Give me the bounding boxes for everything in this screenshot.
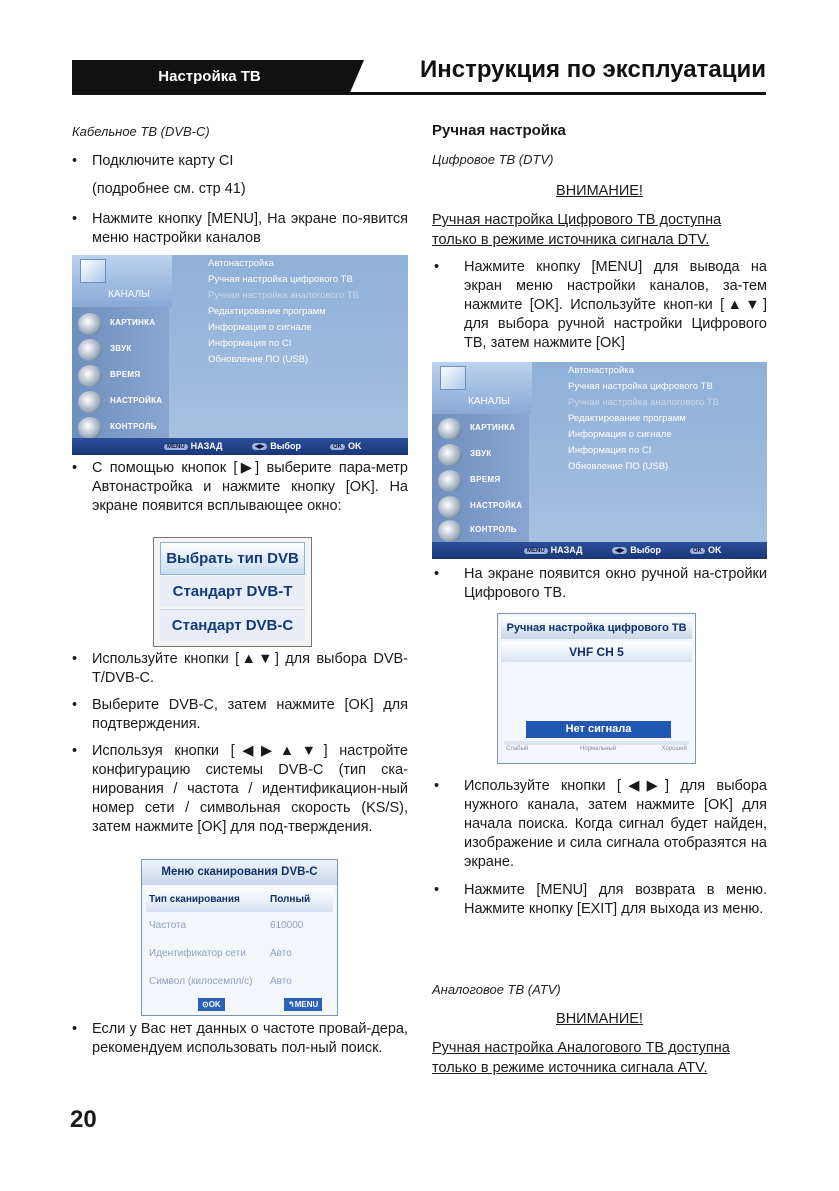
no-signal-status: Нет сигнала: [526, 721, 671, 738]
menu-option: Ручная настройка цифрового ТВ: [568, 381, 713, 392]
list-item: • Нажмите кнопку [MENU] для вывода на экран меню настройки каналов, за-тем нажмите [OK]. Используйте кноп-ки [▲▼] для выбора ручной настройки Цифрового ТВ, затем нажмите [OK]: [434, 259, 767, 351]
list-item: • Нажмите кнопку [MENU], На экране по-явится меню настройки каналов: [72, 211, 408, 246]
menu-selected-tab: [432, 362, 532, 414]
menu-button-label: ↰MENU: [284, 998, 322, 1011]
header-section-title: Настройка ТВ: [158, 68, 261, 85]
dvb-popup-title: Выбрать тип DVB: [160, 542, 305, 575]
list-item: • Подключите карту CI: [72, 153, 234, 169]
menu-selected-tab: [72, 255, 172, 307]
menu-option: Автонастройка: [568, 365, 634, 376]
signal-good-label: Хороший: [661, 746, 687, 752]
footer-ok: OK OK: [330, 441, 362, 451]
dvb-option-t: Стандарт DVB-T: [160, 576, 305, 607]
sidebar-item-time: ВРЕМЯ: [72, 363, 169, 389]
page-header: [72, 56, 766, 94]
channels-menu-screenshot: [72, 255, 408, 455]
dtv-subtitle: Цифровое ТВ (DTV): [432, 152, 554, 167]
attention-label: ВНИМАНИЕ!: [556, 183, 643, 199]
list-item: • Используя кнопки [◀▶▲▼] настройте конфигурацию системы DVB-C (тип ска-нирования / частота / идентификацион-ный номер сети / символьная скорость (KS/S), затем нажмите [OK] для под-тверждения.: [72, 743, 408, 835]
sidebar-item-time: ВРЕМЯ: [432, 468, 529, 494]
sidebar-item-setup: НАСТРОЙКА: [432, 494, 529, 520]
menu-option: Обновление ПО (USB): [568, 461, 669, 472]
scan-row: Тип сканирования Полный: [146, 888, 333, 912]
footer-back: MENU НАЗАД: [164, 441, 223, 451]
list-item: • На экране появится окно ручной на-стройки Цифрового ТВ.: [434, 566, 767, 601]
menu-option: Ручная настройка аналогового ТВ: [568, 397, 719, 408]
sound-icon: [78, 339, 102, 361]
sidebar-item-lock: КОНТРОЛЬ: [72, 415, 169, 441]
dvb-option-c: Стандарт DVB-C: [160, 609, 305, 641]
menu-option: Ручная настройка аналогового ТВ: [208, 290, 359, 301]
dvb-type-popup: [153, 537, 312, 647]
menu-option: Информация о сигнале: [208, 322, 312, 333]
signal-weak-label: Слабый: [506, 746, 529, 752]
gear-icon: [438, 496, 462, 518]
gear-icon: [78, 391, 102, 413]
list-item: • Используйте кнопки [▲▼] для выбора DVB- T/DVB-C.: [72, 651, 408, 686]
signal-bar: [504, 741, 689, 745]
clock-icon: [78, 365, 102, 387]
atv-subtitle: Аналоговое ТВ (ATV): [432, 982, 561, 997]
sidebar-item-picture: КАРТИНКА: [72, 311, 169, 337]
lock-icon: [438, 520, 462, 542]
scan-menu-title: Меню сканирования DVB-C: [142, 860, 337, 885]
menu-option: Ручная настройка цифрового ТВ: [208, 274, 353, 285]
header-doc-title: Инструкция по эксплуатации: [419, 56, 766, 83]
footer-select: ◀▶ Выбор: [612, 545, 661, 555]
page-number: 20: [70, 1106, 97, 1133]
list-item: • Используйте кнопки [◀▶] для выбора нужного канала, затем нажмите [OK] для начала поиска. Когда сигнал будет найден, изображение и сила сигнала отобразятся на экране.: [434, 778, 767, 870]
manual-tuning-heading: Ручная настройка: [432, 122, 566, 139]
picture-icon: [78, 313, 102, 335]
sidebar-item-lock: КОНТРОЛЬ: [432, 518, 529, 544]
channels-menu-screenshot-2: [432, 362, 767, 559]
menu-option: Информация о сигнале: [568, 429, 672, 440]
channel-readout: VHF CH 5: [501, 642, 692, 662]
dvbc-scan-menu: [141, 859, 338, 1016]
menu-option: Автонастройка: [208, 258, 274, 269]
list-item: • Выберите DVB-C, затем нажмите [OK] для подтверждения.: [72, 697, 408, 732]
menu-option: Обновление ПО (USB): [208, 354, 309, 365]
list-item: • Нажмите [MENU] для возврата в меню. Нажмите кнопку [EXIT] для выхода из меню.: [434, 882, 767, 917]
clock-icon: [438, 470, 462, 492]
scan-row: Символ (килосемпл/с) Авто: [149, 976, 292, 987]
signal-normal-label: Нормальный: [580, 746, 617, 752]
menu-footer: [432, 542, 767, 559]
ok-button-label: ⊙OK: [198, 998, 225, 1011]
sidebar-item-channels: КАНАЛЫ: [468, 396, 511, 407]
footer-ok: OK OK: [690, 545, 722, 555]
list-item: • Если у Вас нет данных о частоте провай-дера, рекомендуем использовать пол-ный поиск.: [72, 1021, 408, 1056]
sidebar-item-setup: НАСТРОЙКА: [72, 389, 169, 415]
atv-note: Ручная настройка Аналогового ТВ доступна только в режиме источника сигнала ATV.: [432, 1040, 730, 1076]
scan-row: Частота 610000: [149, 920, 304, 931]
sidebar-item-channels: КАНАЛЫ: [108, 289, 151, 300]
scan-row: Идентификатор сети Авто: [149, 948, 292, 959]
footer-back: MENU НАЗАД: [524, 545, 583, 555]
list-item: • С помощью кнопок [▶] выберите пара-метр Автонастройка и нажмите кнопку [OK]. На экране появится всплывающее окно:: [72, 460, 408, 514]
dtv-popup-title: Ручная настройка цифрового ТВ: [501, 617, 692, 639]
picture-icon: [438, 418, 462, 440]
lock-icon: [78, 417, 102, 439]
menu-option: Информация по CI: [568, 445, 652, 456]
attention-label-2: ВНИМАНИЕ!: [556, 1011, 643, 1027]
channels-icon: [440, 366, 466, 390]
sidebar-item-picture: КАРТИНКА: [432, 416, 529, 442]
channels-icon: [80, 259, 106, 283]
list-item-note: (подробнее см. стр 41): [92, 181, 246, 197]
footer-select: ◀▶ Выбор: [252, 441, 301, 451]
menu-footer: [72, 438, 408, 455]
sound-icon: [438, 444, 462, 466]
sidebar-item-sound: ЗВУК: [72, 337, 169, 363]
menu-option: Редактирование программ: [208, 306, 326, 317]
sidebar-item-sound: ЗВУК: [432, 442, 529, 468]
menu-option: Редактирование программ: [568, 413, 686, 424]
menu-option: Информация по CI: [208, 338, 292, 349]
cable-tv-subtitle: Кабельное ТВ (DVB-C): [72, 124, 210, 139]
header-rule: [72, 92, 766, 95]
dtv-note: Ручная настройка Цифрового ТВ доступна только в режиме источника сигнала DTV.: [432, 212, 722, 248]
dtv-manual-popup: [497, 613, 696, 764]
